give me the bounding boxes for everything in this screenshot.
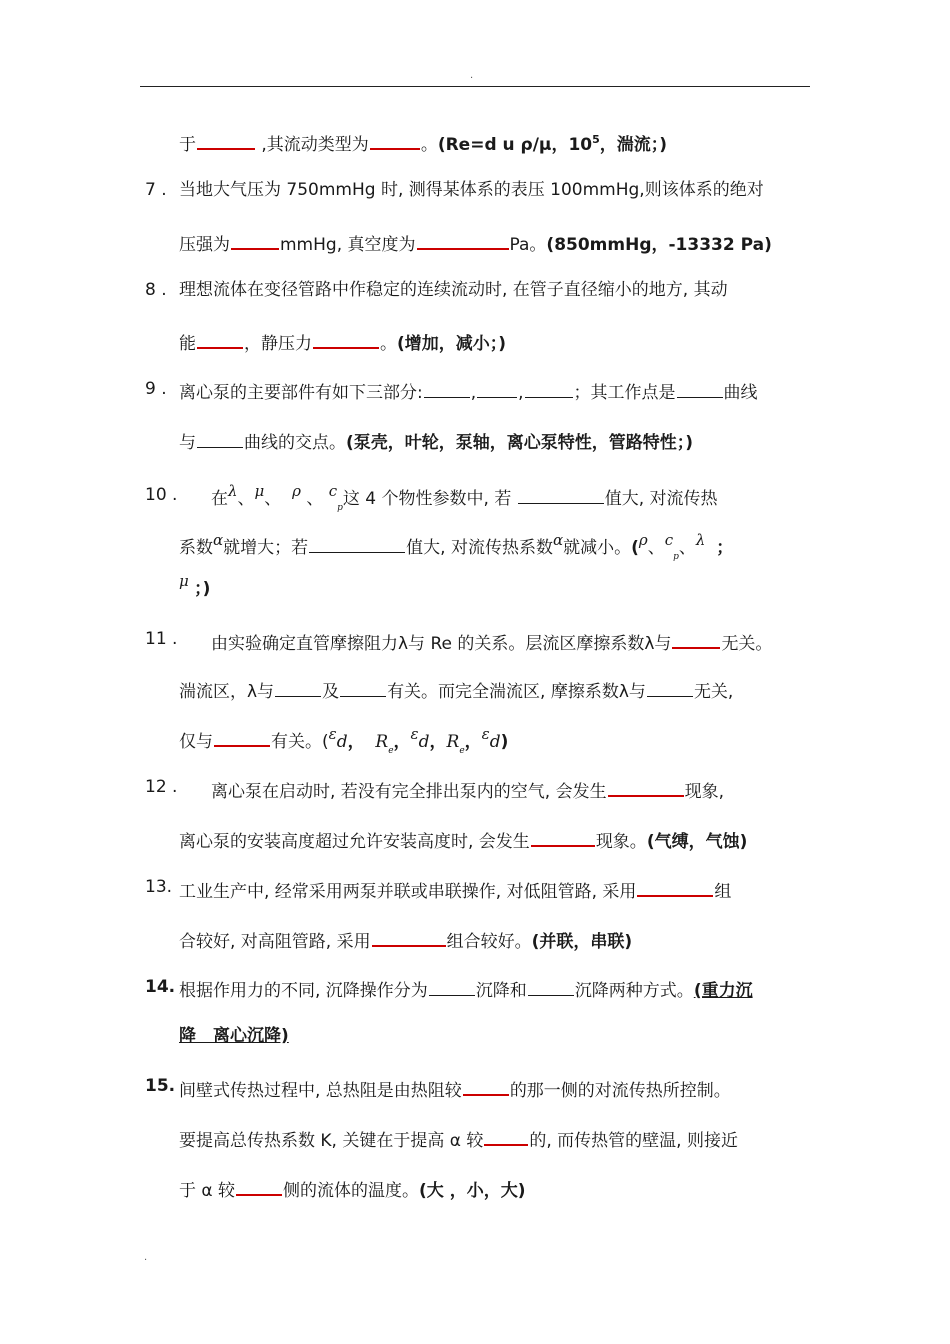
blank[interactable] [236,1174,282,1196]
blank[interactable] [518,483,604,504]
blank[interactable] [275,676,321,697]
q14-line-2: 降 离心沉降) [179,1026,289,1046]
question-number: 8 . [145,280,167,300]
lambda-symbol: λ [228,482,238,500]
q10-line-3: μ ；) [179,572,211,599]
blank[interactable] [424,377,470,398]
q15-line-3: 于 α 较 侧的流体的温度。(大 ，小，大) [179,1174,525,1203]
question-number: 7 . [145,180,167,200]
q6-line-1: 于 ,其流动类型为 。(Re=d u ρ/μ，$10^5$，湍流；) [179,128,667,159]
header-mark: . [470,70,474,81]
question-number: 11 . [145,629,178,649]
alpha-symbol: α [213,531,224,549]
q11-line-3: 仅与 有关。(εd， $R_e$，εd，$R_e$，εd) [179,725,509,756]
blank[interactable] [197,427,243,448]
answer: (并联，串联) [531,932,633,952]
blank[interactable] [463,1074,509,1096]
q7-line-2: 压强为 mmHg, 真空度为 Pa。(850mmHg，-13332 Pa) [179,228,772,257]
answer: (重力沉 [693,981,753,1001]
blank[interactable] [309,532,405,553]
q15-line-1: 间壁式传热过程中, 总热阻是由热阻较 的那一侧的对流传热所控制。 [179,1074,731,1103]
answer: (增加，减小；) [397,334,507,354]
blank[interactable] [608,775,684,797]
question-number: 10 . [145,485,178,505]
blank[interactable] [197,327,243,349]
answer: (大 ，小，大) [419,1181,526,1201]
blank[interactable] [231,228,279,250]
blank[interactable] [370,128,420,150]
q14-line-1: 根据作用力的不同, 沉降操作分为 沉降和 沉降两种方式。(重力沉 [179,975,753,1003]
answer: (850mmHg，-13332 Pa) [546,235,772,255]
q9-line-2: 与 曲线的交点。(泵壳，叶轮，泵轴，离心泵特性，管路特性；) [179,427,693,455]
blank[interactable] [484,1124,528,1146]
question-number: 12 . [145,777,178,797]
q10-line-1: 在λ、μ、 ρ 、 $c_p$这 4 个物性参数中, 若 值大, 对流传热 [211,482,718,513]
blank[interactable] [340,676,386,697]
question-number: 15. [145,1076,176,1096]
blank[interactable] [313,327,379,349]
q12-line-1: 离心泵在启动时, 若没有完全排出泵内的空气, 会发生 现象, [211,775,724,804]
q15-line-2: 要提高总传热系数 K, 关键在于提高 α 较 的, 而传热管的壁温, 则接近 [179,1124,738,1153]
answer: (气缚，气蚀) [646,832,748,852]
question-number: 13. [145,877,173,897]
q11-line-2: 湍流区，λ与 及 有关。而完全湍流区, 摩擦系数λ与 无关, [179,676,733,704]
q12-line-2: 离心泵的安装高度超过允许安装高度时, 会发生 现象。(气缚，气蚀) [179,825,747,854]
q8-line-1: 理想流体在变径管路中作稳定的连续流动时, 在管子直径缩小的地方, 其动 [179,280,728,300]
q11-line-1: 由实验确定直管摩擦阻力λ与 Re 的关系。层流区摩擦系数λ与 无关。 [211,627,772,656]
q13-line-1: 工业生产中, 经常采用两泵并联或串联操作, 对低阻管路, 采用 组 [179,875,731,904]
blank[interactable] [429,975,475,996]
q13-line-2: 合较好, 对高阻管路, 采用 组合较好。(并联，串联) [179,925,632,954]
blank[interactable] [528,975,574,996]
mu-symbol: μ [254,482,265,500]
blank[interactable] [477,377,517,398]
blank[interactable] [214,725,270,747]
blank[interactable] [525,377,573,398]
header-rule [140,86,810,87]
q9-line-1: 离心泵的主要部件有如下三部分: , , ；其工作点是 曲线 [179,377,758,405]
blank[interactable] [372,925,446,947]
blank[interactable] [531,825,595,847]
blank[interactable] [417,228,509,250]
blank[interactable] [637,875,713,897]
blank[interactable] [672,627,720,649]
answer: (泵壳，叶轮，泵轴，离心泵特性，管路特性；) [346,433,694,453]
q7-line-1: 当地大气压为 750mmHg 时, 测得某体系的表压 100mmHg,则该体系的绝对 [179,180,764,200]
footer-mark: . [144,1252,148,1263]
q8-line-2: 能 ，静压力 。(增加，减小；) [179,327,506,356]
rho-symbol: ρ [292,482,301,500]
q10-line-2: 系数α就增大；若 值大, 对流传热系数α就减小。(ρ、$c_p$、λ ； [179,531,734,562]
question-number: 9 . [145,379,167,399]
blank[interactable] [647,676,693,697]
answer: (Re=d u ρ/μ，10 [437,135,593,155]
blank[interactable] [197,128,255,150]
cp-symbol: c [328,482,338,500]
blank[interactable] [677,377,723,398]
question-number: 14. [145,977,176,997]
